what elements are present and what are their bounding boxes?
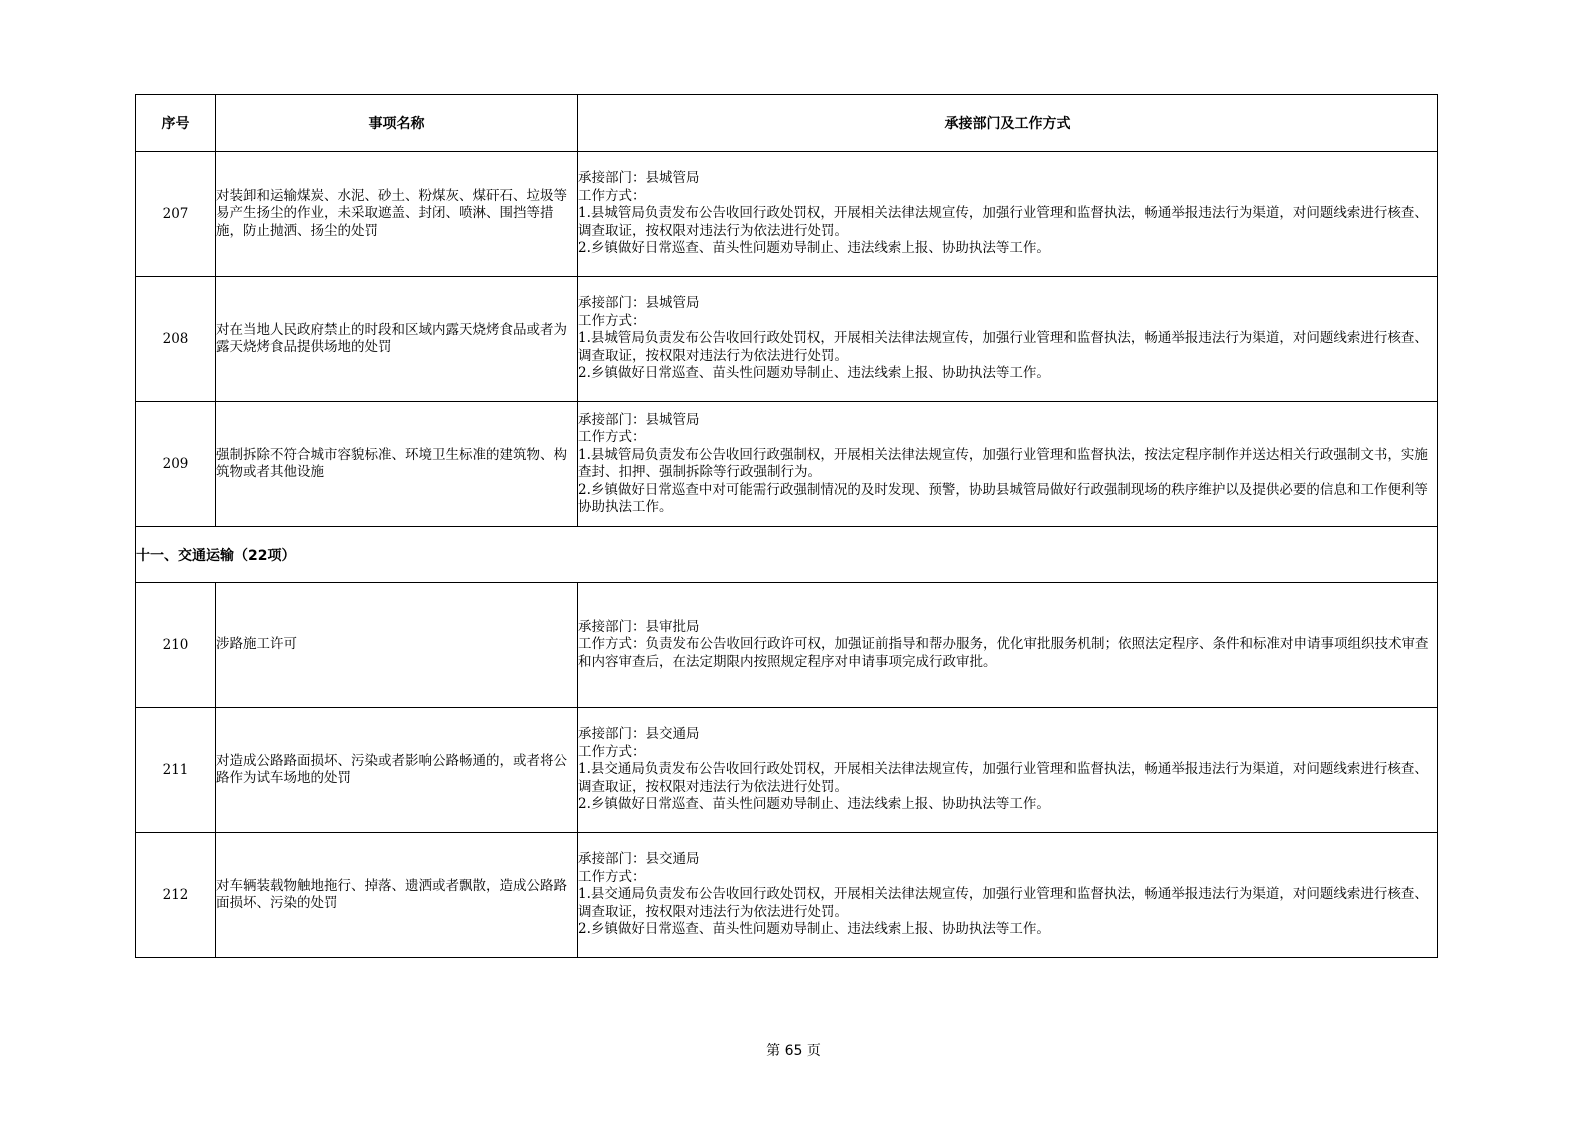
item-name: 对装卸和运输煤炭、水泥、砂土、粉煤灰、煤矸石、垃圾等易产生扬尘的作业，未采取遮盖、封闭、喷淋、围挡等措施，防止抛洒、扬尘的处罚 xyxy=(216,152,578,277)
dept-line: 承接部门：县审批局 xyxy=(578,618,700,635)
dept-line: 2.乡镇做好日常巡查、苗头性问题劝导制止、违法线索上报、协助执法等工作。 xyxy=(578,240,1050,257)
dept-line: 1.县城管局负责发布公告收回行政处罚权，开展相关法律法规宣传，加强行业管理和监督执法，畅通举报违法行为渠道，对问题线索进行核查、调查取证，按权限对违法行为依法进行处罚。 xyxy=(578,205,1428,239)
dept-line: 承接部门：县城管局 xyxy=(578,411,700,428)
dept-line: 承接部门：县交通局 xyxy=(578,851,700,868)
dept-line: 承接部门：县城管局 xyxy=(578,295,700,312)
item-number: 207 xyxy=(136,152,216,277)
header-dept: 承接部门及工作方式 xyxy=(578,95,1438,152)
item-number: 210 xyxy=(136,583,216,708)
dept-line: 1.县交通局负责发布公告收回行政处罚权，开展相关法律法规宣传，加强行业管理和监督执法，畅通举报违法行为渠道，对问题线索进行核查、调查取证，按权限对违法行为依法进行处罚。 xyxy=(578,761,1428,795)
item-name: 对在当地人民政府禁止的时段和区域内露天烧烤食品或者为露天烧烤食品提供场地的处罚 xyxy=(216,277,578,402)
item-number: 211 xyxy=(136,708,216,833)
section-title: 十一、交通运输（22项） xyxy=(136,527,1438,583)
table-row xyxy=(136,402,1438,527)
matters-table xyxy=(135,94,1438,958)
dept-line: 2.乡镇做好日常巡查、苗头性问题劝导制止、违法线索上报、协助执法等工作。 xyxy=(578,796,1050,813)
item-dept-method xyxy=(578,833,1438,958)
dept-line: 工作方式： xyxy=(578,429,646,445)
page-number: 第 65 页 xyxy=(766,1043,821,1059)
header-name: 事项名称 xyxy=(216,95,578,152)
item-number: 209 xyxy=(136,402,216,527)
dept-line: 1.县城管局负责发布公告收回行政处罚权，开展相关法律法规宣传，加强行业管理和监督执法，畅通举报违法行为渠道，对问题线索进行核查、调查取证，按权限对违法行为依法进行处罚。 xyxy=(578,330,1428,364)
item-number: 212 xyxy=(136,833,216,958)
section-header-row xyxy=(136,527,1438,583)
table-row xyxy=(136,833,1438,958)
dept-line: 2.乡镇做好日常巡查、苗头性问题劝导制止、违法线索上报、协助执法等工作。 xyxy=(578,365,1050,382)
item-dept-method xyxy=(578,708,1438,833)
table-row xyxy=(136,708,1438,833)
table-row xyxy=(136,277,1438,402)
item-number: 208 xyxy=(136,277,216,402)
dept-line: 2.乡镇做好日常巡查中对可能需行政强制情况的及时发现、预警，协助县城管局做好行政强制现场的秩序维护以及提供必要的信息和工作便利等协助执法工作。 xyxy=(578,481,1428,515)
item-dept-method xyxy=(578,152,1438,277)
dept-line: 2.乡镇做好日常巡查、苗头性问题劝导制止、违法线索上报、协助执法等工作。 xyxy=(578,921,1050,938)
dept-line: 1.县城管局负责发布公告收回行政强制权，开展相关法律法规宣传，加强行业管理和监督执法，按法定程序制作并送达相关行政强制文书，实施查封、扣押、强制拆除等行政强制行为。 xyxy=(578,446,1428,480)
item-name: 强制拆除不符合城市容貌标准、环境卫生标准的建筑物、构筑物或者其他设施 xyxy=(216,402,578,527)
dept-line: 1.县交通局负责发布公告收回行政处罚权，开展相关法律法规宣传，加强行业管理和监督执法，畅通举报违法行为渠道，对问题线索进行核查、调查取证，按权限对违法行为依法进行处罚。 xyxy=(578,886,1428,920)
item-dept-method xyxy=(578,277,1438,402)
item-dept-method xyxy=(578,402,1438,527)
dept-line: 工作方式： xyxy=(578,187,646,204)
item-name: 对车辆装载物触地拖行、掉落、遗洒或者飘散，造成公路路面损坏、污染的处罚 xyxy=(216,833,578,958)
header-no: 序号 xyxy=(136,95,216,152)
table-row xyxy=(136,152,1438,277)
dept-line: 工作方式： xyxy=(578,312,646,329)
item-dept-method xyxy=(578,583,1438,708)
dept-line: 承接部门：县城管局 xyxy=(578,170,700,187)
table-body xyxy=(136,152,1438,958)
dept-line: 工作方式： xyxy=(578,743,646,760)
item-name: 对造成公路路面损坏、污染或者影响公路畅通的，或者将公路作为试车场地的处罚 xyxy=(216,708,578,833)
item-name: 涉路施工许可 xyxy=(216,583,578,708)
dept-line: 承接部门：县交通局 xyxy=(578,726,700,743)
dept-line: 工作方式： xyxy=(578,868,646,885)
header-row xyxy=(136,95,1438,152)
table-row xyxy=(136,583,1438,708)
dept-line: 工作方式：负责发布公告收回行政许可权，加强证前指导和帮办服务，优化审批服务机制；依照法定程序、条件和标准对申请事项组织技术审查和内容审查后，在法定期限内按照规定程序对申请事项完成行政审批。 xyxy=(578,636,1429,670)
